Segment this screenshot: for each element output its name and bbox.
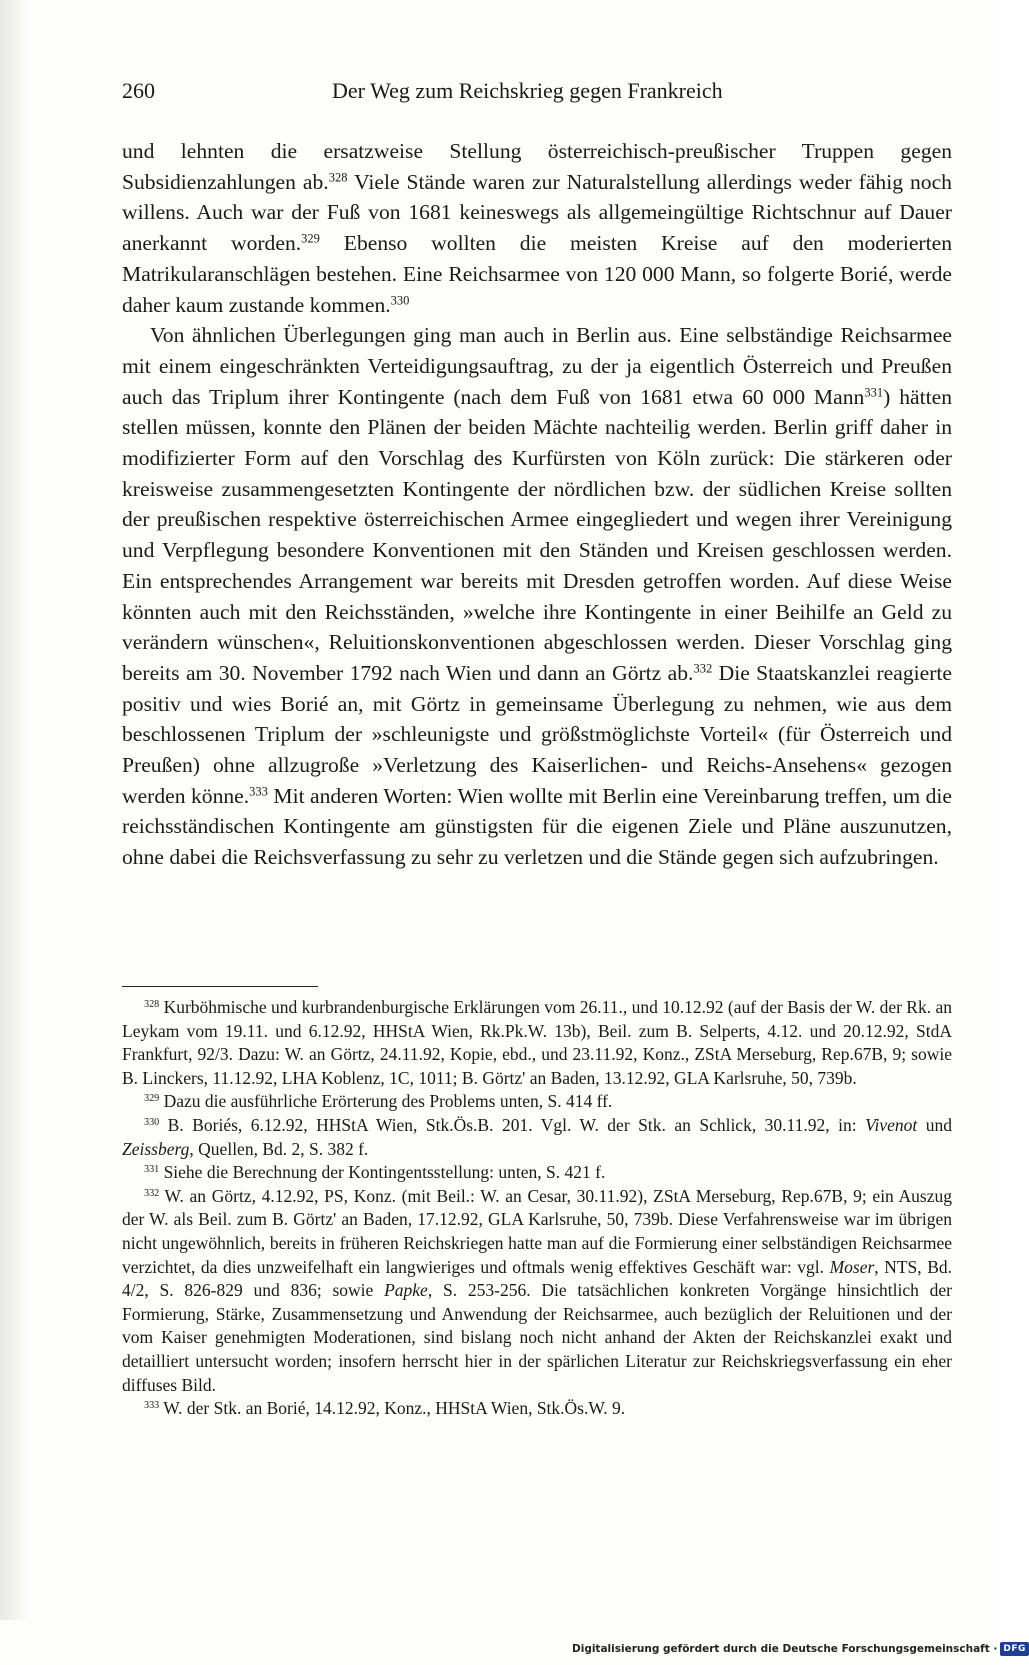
- footnote-328: [122, 996, 952, 1090]
- paragraph-1: [122, 136, 952, 320]
- author-name: Moser: [829, 1256, 875, 1277]
- footnote-number: 332: [144, 1187, 160, 1199]
- text-run: Viele Stände waren zur Naturalstellung allerdings weder fähig noch willens. Auch war der Fuß von 1681 keineswegs als allgemeingültige Richtschnur auf Dauer anerkannt worden.: [122, 169, 952, 256]
- footnote-text: W. der Stk. an Borié, 14.12.92, Konz., HHStA Wien, Stk.Ös.W. 9.: [159, 1398, 626, 1419]
- footnote-ref-329: 329: [301, 231, 320, 246]
- footnote-text: Kurböhmische und kurbrandenburgische Erklärungen vom 26.11., und 10.12.92 (auf der Basis der W. der Rk. an Leykam vom 19.11. und 6.12.92, HHStA Wien, Rk.Pk.W. 13b), Beil. zum B. Selperts, 4.12. und 20.12.92, StdA Frankfurt, 92/3. Dazu: W. an Görtz, 24.11.92, Kopie, ebd., und 23.11.92, Konz., ZStA Merseburg, Rep.67B, 9; sowie B. Linckers, 11.12.92, LHA Koblenz, 1C, 1011; B. Görtz' an Baden, 13.12.92, GLA Karlsruhe, 50, 739b.: [122, 997, 952, 1088]
- footnote-divider: [122, 986, 318, 987]
- footnote-text: , Quellen, Bd. 2, S. 382 f.: [189, 1138, 369, 1159]
- digitization-credit: [572, 1642, 1026, 1661]
- footnotes: [122, 996, 952, 1421]
- text-run: Die Staatskanzlei reagierte positiv und wies Borié an, mit Görtz in gemeinsame Überlegung zu nehmen, wie aus dem beschlossenen Triplum der »schleunigste und größstmöglichste Vorteil« (für Österreich und Preußen) ohne allzugroße »Verletzung des Kaiserlichen- und Reichs-Ansehens« gezogen werden könne.: [122, 660, 952, 808]
- footnote-331: [122, 1161, 952, 1185]
- page-number: 260: [122, 78, 155, 103]
- author-name: Papke: [384, 1280, 428, 1301]
- footnote-330: [122, 1114, 952, 1161]
- footnote-text: W. an Görtz, 4.12.92, PS, Konz. (mit Beil.: W. an Cesar, 30.11.92), ZStA Merseburg, Rep.67B, 9; ein Auszug der W. als Beil. zum B. Görtz' an Baden, 17.12.92, GLA Karlsruhe, 50, 739b. Diese Verfahrensweise war im übrigen nicht ungewöhnlich, bereits in früheren Reichskriegen hatte man auf die Formierung einer selbständigen Reichsarmee verzichtet, da dies unzweifelhaft ein langwieriges und oftmals wenig effektives Geschäft war: vgl.: [122, 1185, 952, 1277]
- footnote-number: 331: [144, 1164, 160, 1176]
- author-name: Zeissberg: [122, 1138, 190, 1159]
- text-run: und lehnten die ersatzweise Stellung österreichisch-preußischer Truppen gegen Subsidienzahlungen ab.: [122, 139, 952, 194]
- main-text: [122, 136, 952, 873]
- footnote-ref-331: 331: [864, 385, 884, 400]
- author-name: Vivenot: [865, 1114, 918, 1135]
- page-gutter-shadow: [0, 0, 28, 1620]
- footnote-number: 333: [144, 1400, 160, 1412]
- footnote-text: B. Boriés, 6.12.92, HHStA Wien, Stk.Ös.B. 201. Vgl. W. der Stk. an Schlick, 30.11.92, in:: [159, 1114, 866, 1135]
- footnote-text: Siehe die Berechnung der Kontingentsstellung: unten, S. 421 f.: [159, 1162, 606, 1183]
- footnote-number: 329: [144, 1093, 160, 1105]
- footnote-332: [122, 1185, 952, 1397]
- footnote-ref-333: 333: [249, 784, 268, 799]
- footnote-ref-330: 330: [390, 293, 410, 307]
- footnote-329: [122, 1090, 952, 1114]
- footnote-333: [122, 1397, 952, 1421]
- running-title: Der Weg zum Reichskrieg gegen Frankreich: [332, 78, 723, 103]
- text-run: ) hätten stellen müssen, konnte den Plänen der beiden Mächte nachteilig werden. Berlin griff daher in modifizierter Form auf den Vorschlag des Kurfürsten von Köln zurück: Die stärkeren oder kreisweise zusammengesetzten Kontingente der nördlichen bzw. der südlichen Kreise sollten der preußischen respektive österreichischen Armee eingegliedert und wegen ihrer Vereinigung und Verpflegung besondere Konventionen mit den Ständen und Kreisen geschlossen werden. Ein entsprechendes Arrangement war bereits mit Dresden getroffen worden. Auf diese Weise könnten auch mit den Reichsständen, »welche ihre Kontingente in einer Beihilfe an Geld zu verändern wünschen«, Reluitionskonventionen abgeschlossen werden. Dieser Vorschlag ging bereits am 30. November 1792 nach Wien und dann an Görtz ab.: [122, 384, 953, 685]
- footnote-number: 330: [144, 1116, 160, 1128]
- digitization-note: Digitalisierung gefördert durch die Deutsche Forschungsgemeinschaft ·: [572, 1643, 998, 1655]
- text-run: Von ähnlichen Überlegungen ging man auch in Berlin aus. Eine selbständige Reichsarmee mit einem eingeschränkten Verteidigungsauftrag, zu der ja eigentlich Österreich und Preußen auch das Triplum ihrer Kontingente (nach dem Fuß von 1681 etwa 60 000 Mann: [122, 323, 952, 409]
- dfg-logo: DFG: [1000, 1642, 1029, 1656]
- footnote-text: , S. 253-256. Die tatsächlichen konkreten Vorgänge hinsichtlich der Formierung, Stärke, Zusammensetzung und Anwendung der Reichsarmee, auch bezüglich der Reluitionen und der vom Kaiser genehmigten Moderationen, sind bislang noch nicht anhand der Akten der Reichskanzlei exakt und detailliert untersucht worden; insofern herrscht hier in der spärlichen Literatur zur Reichskriegsverfassung ein eher diffuses Bild.: [122, 1280, 952, 1395]
- footnote-number: 328: [144, 998, 160, 1010]
- text-run: Mit anderen Worten: Wien wollte mit Berlin eine Vereinbarung treffen, um die reichsständischen Kontingente am günstigsten für die eigenen Ziele und Pläne auszunutzen, ohne dabei die Reichsverfassung zu sehr zu verletzen und die Stände gegen sich aufzubringen.: [122, 783, 952, 870]
- footnote-text: , NTS, Bd. 4/2, S. 826-829 und 836; sowie: [122, 1256, 953, 1301]
- footnote-ref-332: 332: [693, 661, 713, 676]
- footnote-text: und: [917, 1114, 952, 1135]
- text-run: Ebenso wollten die meisten Kreise auf den moderierten Matrikularanschlägen bestehen. Eine Reichsarmee von 120 000 Mann, so folgerte Borié, werde daher kaum zustande kommen.: [122, 231, 952, 317]
- footnote-ref-328: 328: [328, 170, 348, 185]
- footnote-text: Dazu die ausführliche Erörterung des Problems unten, S. 414 ff.: [159, 1091, 613, 1112]
- paragraph-2: [122, 320, 952, 873]
